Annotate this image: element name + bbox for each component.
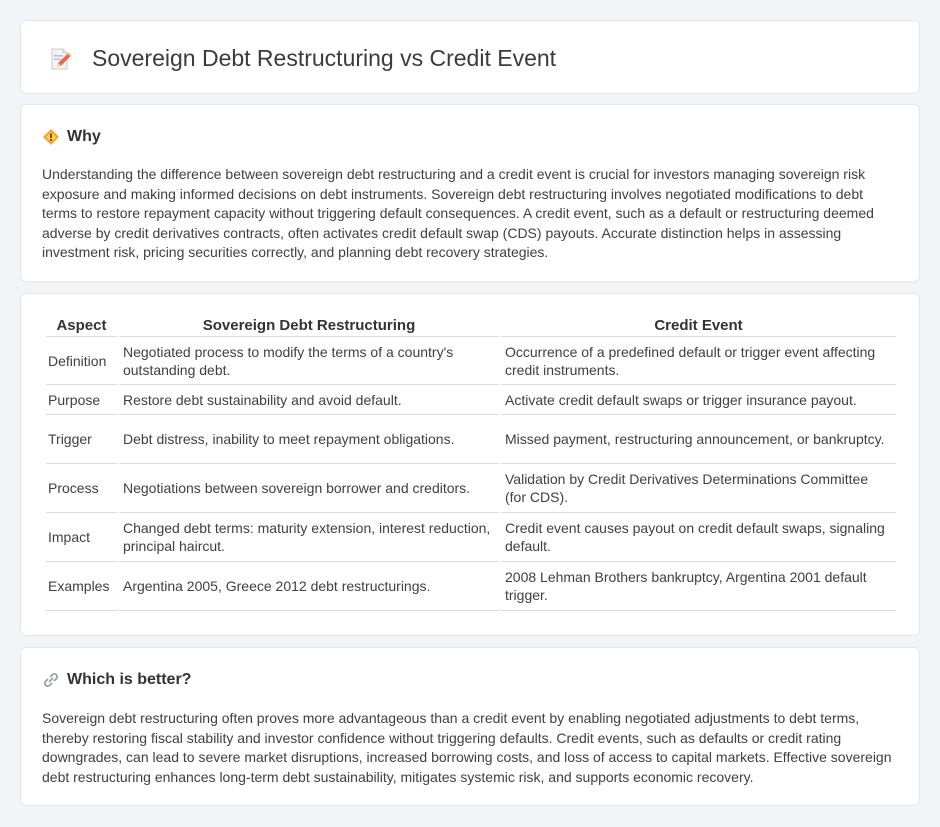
restructuring-cell: Argentina 2005, Greece 2012 debt restructurings. [119, 562, 499, 611]
aspect-cell: Definition [46, 337, 117, 385]
aspect-cell: Examples [46, 562, 117, 611]
header-aspect: Aspect [46, 315, 117, 337]
restructuring-cell: Negotiated process to modify the terms of a country's outstanding debt. [119, 337, 499, 385]
better-heading-row [42, 670, 191, 690]
credit-event-cell: Occurrence of a predefined default or trigger event affecting credit instruments. [501, 337, 896, 385]
aspect-cell: Purpose [46, 385, 117, 415]
header-restructuring: Sovereign Debt Restructuring [119, 315, 499, 337]
warning-diamond-icon [42, 128, 60, 146]
table-row [46, 513, 896, 562]
aspect-cell: Process [46, 464, 117, 513]
table-row [46, 464, 896, 513]
credit-event-cell: Credit event causes payout on credit default swaps, signaling default. [501, 513, 896, 562]
header-credit-event: Credit Event [501, 315, 896, 337]
credit-event-cell: Missed payment, restructuring announcement, or bankruptcy. [501, 415, 896, 464]
table-row [46, 562, 896, 611]
title-card [20, 20, 920, 94]
better-section [20, 647, 920, 806]
better-heading: Which is better? [67, 671, 192, 688]
table-row [46, 337, 896, 385]
comparison-table [44, 315, 898, 611]
document-edit-icon [48, 47, 72, 71]
why-text: Understanding the difference between sovereign debt restructuring and a credit event is crucial for investors managing sovereign risk exposure and making informed decisions on debt instruments. Sovereign debt restructuring involves negotiated modifications to debt terms to restore repayment capacity without triggering default consequences. A credit event, such as a default or restructuring deemed adverse by credit derivatives contracts, often activates credit default swap (CDS) payouts. Accurate distinction helps in assessing investment risk, pricing securities correctly, and planning debt recovery strategies. [42, 166, 874, 261]
aspect-cell: Trigger [46, 415, 117, 464]
credit-event-cell: 2008 Lehman Brothers bankruptcy, Argentina 2001 default trigger. [501, 562, 896, 611]
why-heading: Why [67, 128, 101, 145]
link-icon [42, 671, 60, 689]
credit-event-cell: Validation by Credit Derivatives Determinations Committee (for CDS). [501, 464, 896, 513]
credit-event-cell: Activate credit default swaps or trigger insurance payout. [501, 385, 896, 415]
restructuring-cell: Restore debt sustainability and avoid default. [119, 385, 499, 415]
why-heading-row [42, 127, 101, 147]
why-section [20, 104, 920, 282]
table-row [46, 385, 896, 415]
restructuring-cell: Changed debt terms: maturity extension, interest reduction, principal haircut. [119, 513, 499, 562]
page-title: Sovereign Debt Restructuring vs Credit Event [92, 45, 557, 71]
table-row [46, 415, 896, 464]
comparison-section [20, 293, 920, 636]
restructuring-cell: Negotiations between sovereign borrower and creditors. [119, 464, 499, 513]
better-text: Sovereign debt restructuring often proves more advantageous than a credit event by enabling negotiated adjustments to debt terms, thereby restoring fiscal stability and investor confidence without triggering defaults. Credit events, such as defaults or credit rating downgrades, can lead to severe market disruptions, increased borrowing costs, and loss of access to capital markets. Effective sovereign debt restructuring enhances long-term debt sustainability, mitigates systemic risk, and supports economic recovery. [42, 710, 892, 785]
restructuring-cell: Debt distress, inability to meet repayment obligations. [119, 415, 499, 464]
aspect-cell: Impact [46, 513, 117, 562]
table-header-row [46, 315, 896, 337]
